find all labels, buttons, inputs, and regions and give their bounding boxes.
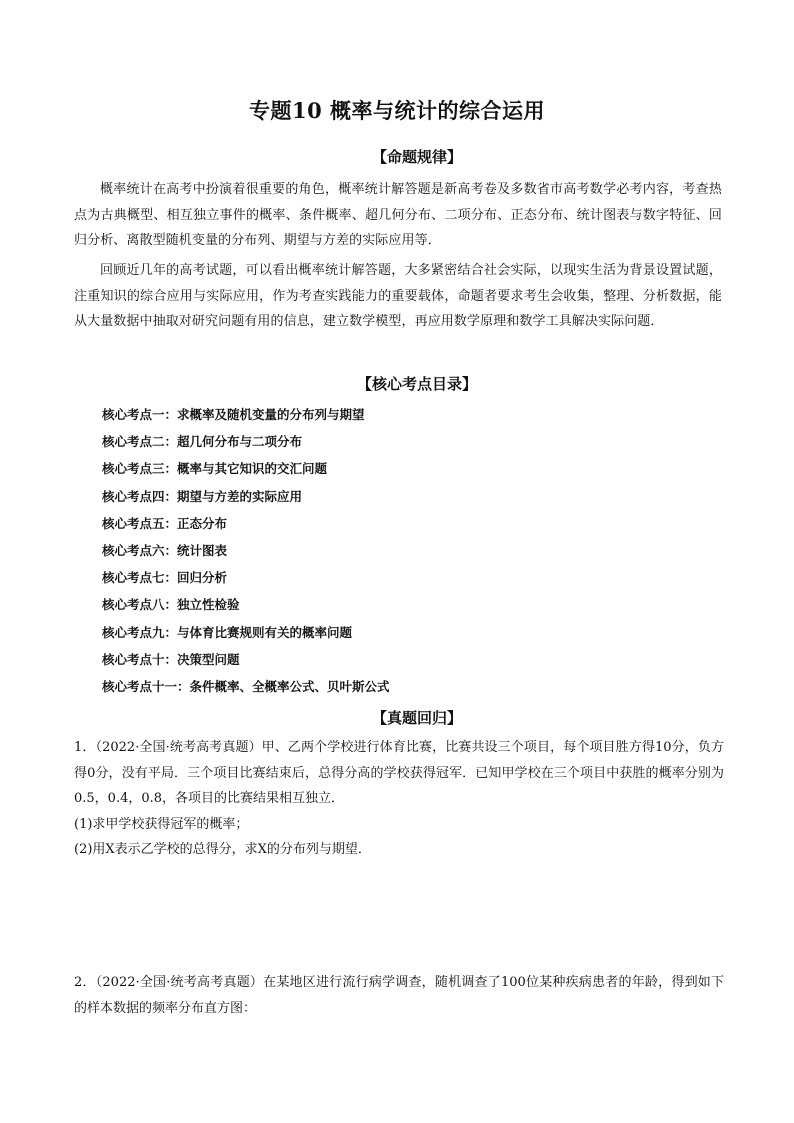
section-heading-rules: 【命题规律】 bbox=[371, 148, 462, 166]
intro-paragraph-2: 回顾近几年的高考试题，可以看出概率统计解答题，大多紧密结合社会实际，以现实生活为背景设置试题，注重知识的综合应用与实际应用，作为考查实践能力的重要载体，命题者要求考生会收集，整理、分析数据，能从大量数据中抽取对研究问题有用的信息，建立数学模型，再应用数学原理和数学工具解决实际问题． bbox=[74, 263, 722, 329]
question-1-part-2: (2)用X表示乙学校的总得分，求X的分布列与期望． bbox=[74, 842, 371, 857]
core-topics-list bbox=[102, 401, 390, 700]
toc-item-6: 核心考点六：统计图表 bbox=[102, 542, 228, 558]
intro-paragraph-1: 概率统计在高考中扮演着很重要的角色，概率统计解答题是新高考卷及多数省市高考数学必考内容，考查热点为古典概型、相互独立事件的概率、条件概率、超几何分布、二项分布、正态分布、统计图表与数字特征、回归分析、离散型随机变量的分布列、期望与方差的实际应用等． bbox=[74, 182, 722, 248]
question-2-stem: 2．（2022·全国·统考高考真题）在某地区进行流行病学调查，随机调查了100位某种疾病患者的年龄，得到如下的样本数据的频率分布直方图： bbox=[74, 975, 724, 1016]
page-title: 专题10 概率与统计的综合运用 bbox=[248, 98, 546, 123]
toc-item-8: 核心考点八：独立性检验 bbox=[102, 597, 240, 613]
section-heading-review: 【真题回归】 bbox=[371, 709, 462, 727]
toc-item-9: 核心考点九：与体育比赛规则有关的概率问题 bbox=[102, 624, 353, 640]
toc-item-4: 核心考点四：期望与方差的实际应用 bbox=[102, 488, 303, 504]
toc-item-3: 核心考点三：概率与其它知识的交汇问题 bbox=[102, 461, 328, 477]
question-2 bbox=[74, 970, 724, 1021]
section-heading-toc: 【核心考点目录】 bbox=[356, 375, 477, 393]
question-1-part-1: (1)求甲学校获得冠军的概率； bbox=[74, 816, 249, 832]
toc-item-7: 核心考点七：回归分析 bbox=[102, 570, 228, 586]
toc-item-5: 核心考点五：正态分布 bbox=[102, 515, 228, 531]
toc-item-1: 核心考点一：求概率及随机变量的分布列与期望 bbox=[102, 407, 365, 422]
question-1 bbox=[74, 735, 724, 863]
toc-item-2: 核心考点二：超几何分布与二项分布 bbox=[102, 434, 303, 450]
question-1-stem: 1．（2022·全国·统考高考真题）甲、乙两个学校进行体育比赛，比赛共设三个项目，每个项目胜方得10分，负方得0分，没有平局．三个项目比赛结束后，总得分高的学校获得冠军．已知甲学校在三个项目中获胜的概率分别为0.5，0.4，0.8，各项目的比赛结果相互独立． bbox=[74, 740, 724, 806]
toc-item-11: 核心考点十一：条件概率、全概率公式、贝叶斯公式 bbox=[102, 678, 390, 694]
toc-item-10: 核心考点十：决策型问题 bbox=[102, 651, 240, 667]
